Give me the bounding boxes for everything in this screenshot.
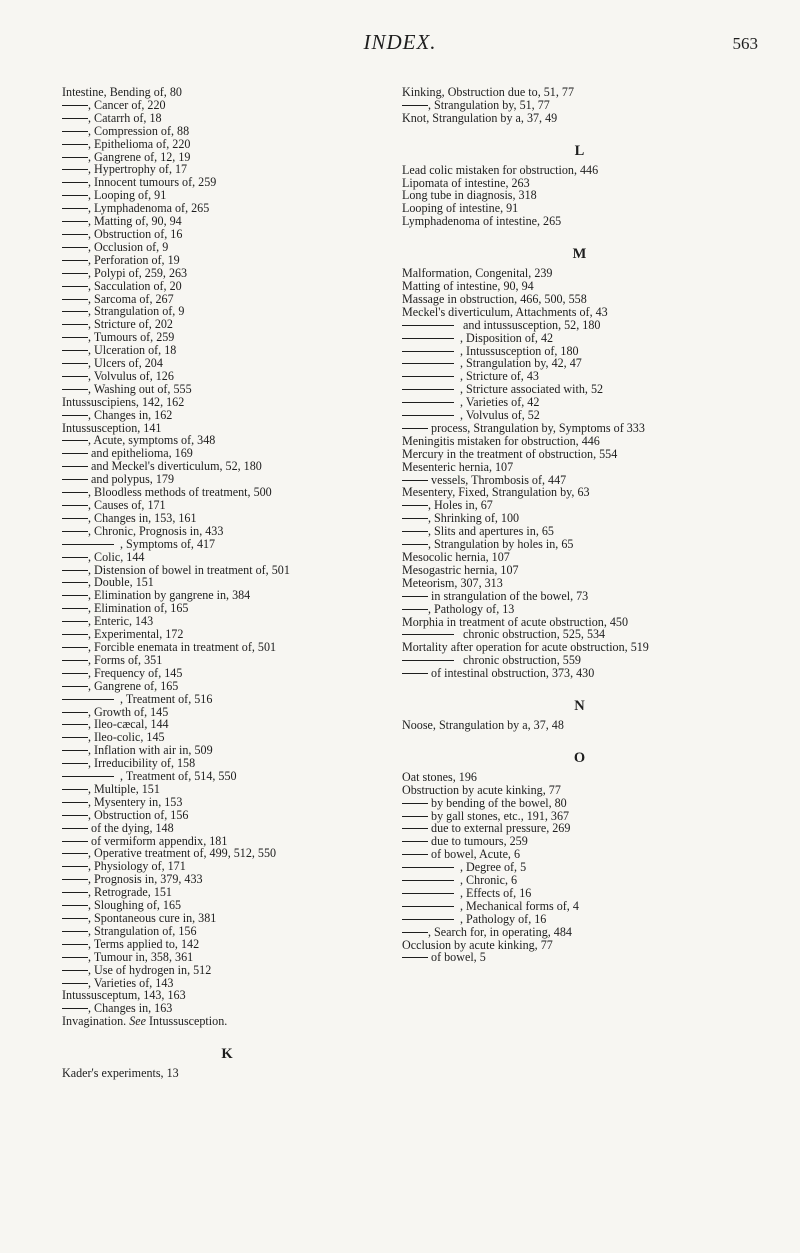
leader-dash xyxy=(428,402,454,403)
leader-dash xyxy=(402,351,428,352)
entry-text: Mesentery, Fixed, Strangulation by, 63 xyxy=(402,485,590,500)
entry-text: , Matting of, 90, 94 xyxy=(88,214,182,229)
leader-dash xyxy=(62,750,88,751)
index-entry xyxy=(402,719,757,732)
entry-text: Meningitis mistaken for obstruction, 446 xyxy=(402,433,600,448)
right-column xyxy=(402,86,757,964)
section-letter: N xyxy=(574,698,585,715)
leader-dash xyxy=(62,544,88,545)
leader-dash xyxy=(62,931,88,932)
entry-text: , Use of hydrogen in, 512 xyxy=(88,962,212,977)
leader-dash xyxy=(62,182,88,183)
entry-text: of vermiform appendix, 181 xyxy=(88,833,228,848)
leader-dash xyxy=(62,208,88,209)
entry-text: , Changes in, 162 xyxy=(88,407,173,422)
entry-text: , Strangulation by holes in, 65 xyxy=(428,537,574,552)
leader-dash xyxy=(62,440,88,441)
entry-text: , Volvulus of, 52 xyxy=(460,408,540,423)
entry-text: , Degree of, 5 xyxy=(460,860,527,875)
leader-dash xyxy=(62,918,88,919)
entry-text: due to external pressure, 269 xyxy=(428,821,571,836)
entry-text: , Catarrh of, 18 xyxy=(88,110,162,125)
index-entry xyxy=(62,1067,392,1080)
entry-text: , Elimination by gangrene in, 384 xyxy=(88,588,251,603)
entry-text: , Strangulation by, 51, 77 xyxy=(428,97,550,112)
leader-dash xyxy=(62,957,88,958)
leader-dash xyxy=(402,531,428,532)
leader-dash xyxy=(402,518,428,519)
leader-dash xyxy=(62,118,88,119)
leader-dash xyxy=(428,338,454,339)
leader-dash xyxy=(402,803,428,804)
leader-dash xyxy=(402,880,428,881)
entry-text: , Varieties of, 143 xyxy=(88,975,174,990)
leader-dash xyxy=(402,415,428,416)
entry-text: , Colic, 144 xyxy=(88,549,145,564)
entry-text: , Tumour in, 358, 361 xyxy=(88,949,194,964)
entry-text: Noose, Strangulation by a, 37, 48 xyxy=(402,717,564,732)
entry-text: , Terms applied to, 142 xyxy=(88,936,200,951)
entry-text: , Operative treatment of, 499, 512, 550 xyxy=(88,846,277,861)
entry-text: , Irreducibility of, 158 xyxy=(88,756,196,771)
leader-dash xyxy=(62,131,88,132)
leader-dash xyxy=(428,325,454,326)
entry-text: Kinking, Obstruction due to, 51, 77 xyxy=(402,85,574,99)
leader-dash xyxy=(62,892,88,893)
leader-dash xyxy=(402,919,428,920)
entry-text: , Distension of bowel in treatment of, 501 xyxy=(88,562,290,577)
entry-text: , Lymphadenoma of, 265 xyxy=(88,201,210,216)
entry-text: , Inflation with air in, 509 xyxy=(88,743,213,758)
leader-dash xyxy=(402,854,428,855)
entry-text: , Forms of, 351 xyxy=(88,652,163,667)
index-subentry xyxy=(402,396,757,409)
leader-dash xyxy=(402,325,428,326)
entry-text: and epithelioma, 169 xyxy=(88,446,193,461)
leader-dash xyxy=(62,273,88,274)
entry-text: , Acute, symptoms of, 348 xyxy=(88,433,216,448)
entry-text: Malformation, Congenital, 239 xyxy=(402,266,553,281)
leader-dash xyxy=(62,634,88,635)
leader-dash xyxy=(88,699,114,700)
leader-dash xyxy=(402,660,428,661)
entry-text: , Double, 151 xyxy=(88,575,154,590)
entry-text: Intussuscipiens, 142, 162 xyxy=(62,394,185,409)
entry-text: of bowel, Acute, 6 xyxy=(428,847,521,862)
entry-text: , Changes in, 163 xyxy=(88,1001,173,1016)
entry-text: , Chronic, Prognosis in, 433 xyxy=(88,523,224,538)
page-number: 563 xyxy=(732,34,758,53)
leader-dash xyxy=(62,221,88,222)
entry-text: , Gangrene of, 12, 19 xyxy=(88,149,191,164)
index-entry xyxy=(402,112,757,125)
leader-dash xyxy=(62,531,88,532)
entry-text: , Spontaneous cure in, 381 xyxy=(88,911,217,925)
leader-dash xyxy=(62,905,88,906)
index-subentry xyxy=(402,383,757,396)
entry-text: , Slits and apertures in, 65 xyxy=(428,524,554,539)
leader-dash xyxy=(62,699,88,700)
leader-dash xyxy=(62,286,88,287)
leader-dash xyxy=(62,776,88,777)
entry-text: , Chronic, 6 xyxy=(460,873,518,888)
entry-text: Intussusceptum, 143, 163 xyxy=(62,988,186,1003)
entry-text: Meteorism, 307, 313 xyxy=(402,575,503,590)
entry-text: Meckel's diverticulum, Attachments of, 43 xyxy=(402,304,608,319)
entry-text: due to tumours, 259 xyxy=(428,834,528,849)
entry-text: , Sacculation of, 20 xyxy=(88,278,182,293)
leader-dash xyxy=(402,505,428,506)
leader-dash xyxy=(402,596,428,597)
leader-dash xyxy=(402,338,428,339)
leader-dash xyxy=(428,363,454,364)
entry-text: of intestinal obstruction, 373, 430 xyxy=(428,666,595,681)
leader-dash xyxy=(62,492,88,493)
leader-dash xyxy=(62,763,88,764)
entry-text: Mercury in the treatment of obstruction, 554 xyxy=(402,446,618,461)
entry-text: , Volvulus of, 126 xyxy=(88,368,174,383)
leader-dash xyxy=(402,402,428,403)
leader-dash xyxy=(62,737,88,738)
entry-text: , Obstruction of, 16 xyxy=(88,226,183,241)
leader-dash xyxy=(428,415,454,416)
leader-dash xyxy=(62,557,88,558)
entry-text: , Compression of, 88 xyxy=(88,123,190,138)
entry-text: , Looping of, 91 xyxy=(88,188,167,203)
entry-text: , Epithelioma of, 220 xyxy=(88,136,191,151)
entry-text: of bowel, 5 xyxy=(428,950,486,965)
entry-text: and intussusception, 52, 180 xyxy=(460,317,601,332)
leader-dash xyxy=(62,350,88,351)
leader-dash xyxy=(88,544,114,545)
index-entry xyxy=(402,215,757,228)
entry-text: , Causes of, 171 xyxy=(88,498,166,512)
entry-text: Long tube in diagnosis, 318 xyxy=(402,188,537,203)
leader-dash xyxy=(402,673,428,674)
entry-text: , Changes in, 153, 161 xyxy=(88,510,197,525)
entry-text: , Strangulation by, 42, 47 xyxy=(460,356,582,371)
section-letter: L xyxy=(574,142,585,159)
entry-text: , Perforation of, 19 xyxy=(88,252,180,267)
entry-text: , Gangrene of, 165 xyxy=(88,678,179,693)
leader-dash xyxy=(62,660,88,661)
leader-dash xyxy=(62,853,88,854)
leader-dash xyxy=(62,415,88,416)
leader-dash xyxy=(62,944,88,945)
entry-text: , Holes in, 67 xyxy=(428,498,493,513)
entry-text: and polypus, 179 xyxy=(88,472,174,487)
leader-dash xyxy=(62,879,88,880)
entry-text: , Sloughing of, 165 xyxy=(88,898,182,913)
leader-dash xyxy=(62,815,88,816)
leader-dash xyxy=(428,376,454,377)
leader-dash xyxy=(428,906,454,907)
entry-text: , Obstruction of, 156 xyxy=(88,807,189,822)
entry-text: , Pathology of, 13 xyxy=(428,601,515,616)
entry-text: , Experimental, 172 xyxy=(88,627,184,642)
leader-dash xyxy=(62,712,88,713)
index-subentry xyxy=(402,848,757,861)
entry-text: Mesocolic hernia, 107 xyxy=(402,550,510,564)
entry-text: Intussusception, 141 xyxy=(62,420,162,435)
leader-dash xyxy=(62,866,88,867)
leader-dash xyxy=(62,144,88,145)
leader-dash xyxy=(402,867,428,868)
leader-dash xyxy=(88,776,114,777)
entry-text: , Ulcers of, 204 xyxy=(88,356,163,371)
entry-text: , Stricture associated with, 52 xyxy=(460,382,604,397)
entry-text: , Varieties of, 42 xyxy=(460,395,540,410)
entry-text: Occlusion by acute kinking, 77 xyxy=(402,937,553,952)
entry-text: Lipomata of intestine, 263 xyxy=(402,175,530,190)
entry-text: , Frequency of, 145 xyxy=(88,665,183,680)
entry-text: Knot, Strangulation by a, 37, 49 xyxy=(402,110,558,125)
running-title: INDEX. xyxy=(363,30,437,54)
entry-text: Looping of intestine, 91 xyxy=(402,201,519,216)
leader-dash xyxy=(402,363,428,364)
leader-dash xyxy=(428,389,454,390)
leader-dash xyxy=(428,919,454,920)
entry-text: , Disposition of, 42 xyxy=(460,330,554,345)
entry-text: , Washing out of, 555 xyxy=(88,381,192,396)
leader-dash xyxy=(62,311,88,312)
leader-dash xyxy=(402,816,428,817)
leader-dash xyxy=(62,324,88,325)
leader-dash xyxy=(402,428,428,429)
entry-text: , Multiple, 151 xyxy=(88,781,160,796)
entry-text: , Symptoms of, 417 xyxy=(120,536,216,551)
entry-text: , Forcible enemata in treatment of, 501 xyxy=(88,639,277,654)
leader-dash xyxy=(62,195,88,196)
leader-dash xyxy=(428,660,454,661)
leader-dash xyxy=(62,673,88,674)
entry-text: , Polypi of, 259, 263 xyxy=(88,265,188,280)
leader-dash xyxy=(62,647,88,648)
entry-text: Kader's experiments, 13 xyxy=(62,1066,179,1081)
entry-text: , Innocent tumours of, 259 xyxy=(88,175,217,190)
leader-dash xyxy=(62,802,88,803)
see-target: Intussusception. xyxy=(145,1014,228,1029)
leader-dash xyxy=(402,389,428,390)
leader-dash xyxy=(62,479,88,480)
entry-text: , Pathology of, 16 xyxy=(460,911,547,926)
leader-dash xyxy=(62,453,88,454)
entry-text: , Strangulation of, 156 xyxy=(88,923,197,938)
index-subentry xyxy=(62,525,392,538)
entry-text: , Ileo-colic, 145 xyxy=(88,730,165,745)
entry-text: , Treatment of, 516 xyxy=(120,691,213,706)
entry-text: Invagination. xyxy=(62,1014,127,1029)
leader-dash xyxy=(402,480,428,481)
index-subentry xyxy=(62,680,392,693)
leader-dash xyxy=(62,1008,88,1009)
entry-text: , Elimination of, 165 xyxy=(88,601,189,616)
leader-dash xyxy=(402,105,428,106)
leader-dash xyxy=(402,932,428,933)
leader-dash xyxy=(62,828,88,829)
leader-dash xyxy=(62,157,88,158)
leader-dash xyxy=(402,609,428,610)
leader-dash xyxy=(62,105,88,106)
section-letter: O xyxy=(573,749,586,766)
leader-dash xyxy=(62,389,88,390)
leader-dash xyxy=(62,724,88,725)
entry-text: , Retrograde, 151 xyxy=(88,885,172,900)
entry-text: , Effects of, 16 xyxy=(460,885,532,900)
entry-text: , Shrinking of, 100 xyxy=(428,511,520,526)
index-subentry xyxy=(402,887,757,900)
leader-dash xyxy=(428,867,454,868)
entry-text: , Intussusception of, 180 xyxy=(460,343,579,358)
leader-dash xyxy=(62,376,88,377)
index-subentry xyxy=(402,951,757,964)
entry-text: Lymphadenoma of intestine, 265 xyxy=(402,214,562,229)
entry-text: , Physiology of, 171 xyxy=(88,859,186,874)
leader-dash xyxy=(402,828,428,829)
leader-dash xyxy=(62,983,88,984)
leader-dash xyxy=(62,789,88,790)
leader-dash xyxy=(62,505,88,506)
entry-text: process, Strangulation by, Symptoms of 333 xyxy=(428,420,645,435)
entry-text: by gall stones, etc., 191, 367 xyxy=(428,808,570,823)
entry-text: in strangulation of the bowel, 73 xyxy=(428,588,589,603)
index-subentry xyxy=(402,332,757,345)
leader-dash xyxy=(62,363,88,364)
leader-dash xyxy=(402,893,428,894)
entry-text: Mortality after operation for acute obstruction, 519 xyxy=(402,640,649,655)
entry-text: by bending of the bowel, 80 xyxy=(428,795,567,810)
leader-dash xyxy=(62,518,88,519)
entry-text: , Occlusion of, 9 xyxy=(88,239,169,254)
leader-dash xyxy=(428,351,454,352)
leader-dash xyxy=(402,544,428,545)
entry-text: Lead colic mistaken for obstruction, 446 xyxy=(402,162,599,177)
index-subentry xyxy=(402,861,757,874)
leader-dash xyxy=(62,234,88,235)
entry-text: Mesenteric hernia, 107 xyxy=(402,459,514,474)
entry-text: , Treatment of, 514, 550 xyxy=(120,769,237,784)
leader-dash xyxy=(428,880,454,881)
entry-text: , Ileo-cæcal, 144 xyxy=(88,717,169,732)
index-subentry xyxy=(402,874,757,887)
left-column xyxy=(62,86,392,1080)
entry-text: , Hypertrophy of, 17 xyxy=(88,162,188,177)
entry-text: , Prognosis in, 379, 433 xyxy=(88,872,203,887)
entry-text: chronic obstruction, 559 xyxy=(460,653,581,668)
entry-text: Obstruction by acute kinking, 77 xyxy=(402,782,561,797)
leader-dash xyxy=(62,970,88,971)
index-subentry xyxy=(402,667,757,680)
leader-dash xyxy=(62,595,88,596)
leader-dash xyxy=(62,582,88,583)
entry-text: , Strangulation of, 9 xyxy=(88,304,185,319)
entry-text: , Enteric, 143 xyxy=(88,614,154,629)
entry-text: and Meckel's diverticulum, 52, 180 xyxy=(88,459,262,474)
section-letter: K xyxy=(221,1046,233,1063)
leader-dash xyxy=(62,337,88,338)
leader-dash xyxy=(62,169,88,170)
entry-text: , Bloodless methods of treatment, 500 xyxy=(88,485,272,500)
entry-text: Matting of intestine, 90, 94 xyxy=(402,278,534,293)
entry-text: vessels, Thrombosis of, 447 xyxy=(428,472,567,487)
entry-text: , Ulceration of, 18 xyxy=(88,343,177,358)
leader-dash xyxy=(62,686,88,687)
leader-dash xyxy=(402,841,428,842)
entry-text: , Mysentery in, 153 xyxy=(88,794,183,809)
entry-text: Morphia in treatment of acute obstruction, 450 xyxy=(402,614,629,629)
index-entry xyxy=(62,1015,392,1028)
leader-dash xyxy=(62,247,88,248)
see-reference: See xyxy=(129,1014,146,1029)
leader-dash xyxy=(62,260,88,261)
section-letter: M xyxy=(572,246,587,263)
entry-text: , Cancer of, 220 xyxy=(88,97,166,112)
index-subentry xyxy=(402,319,757,332)
leader-dash xyxy=(62,841,88,842)
index-subentry xyxy=(402,900,757,913)
entry-text: Massage in obstruction, 466, 500, 558 xyxy=(402,291,587,306)
entry-text: , Growth of, 145 xyxy=(88,704,169,719)
leader-dash xyxy=(62,299,88,300)
entry-text: , Tumours of, 259 xyxy=(88,330,175,345)
entry-text: Mesogastric hernia, 107 xyxy=(402,562,519,577)
leader-dash xyxy=(402,634,428,635)
entry-text: Oat stones, 196 xyxy=(402,769,477,784)
leader-dash xyxy=(402,376,428,377)
entry-text: , Mechanical forms of, 4 xyxy=(460,898,579,913)
entry-text: of the dying, 148 xyxy=(88,820,174,835)
leader-dash xyxy=(428,893,454,894)
entry-text: , Sarcoma of, 267 xyxy=(88,291,174,306)
entry-text: , Search for, in operating, 484 xyxy=(428,924,572,939)
leader-dash xyxy=(402,957,428,958)
entry-text: , Stricture of, 43 xyxy=(460,369,539,384)
entry-text: chronic obstruction, 525, 534 xyxy=(460,627,606,642)
leader-dash xyxy=(62,570,88,571)
leader-dash xyxy=(62,621,88,622)
entry-text: Intestine, Bending of, 80 xyxy=(62,85,182,99)
index-subentry xyxy=(402,357,757,370)
leader-dash xyxy=(62,608,88,609)
leader-dash xyxy=(428,634,454,635)
entry-text: , Stricture of, 202 xyxy=(88,317,173,332)
leader-dash xyxy=(402,906,428,907)
leader-dash xyxy=(62,466,88,467)
